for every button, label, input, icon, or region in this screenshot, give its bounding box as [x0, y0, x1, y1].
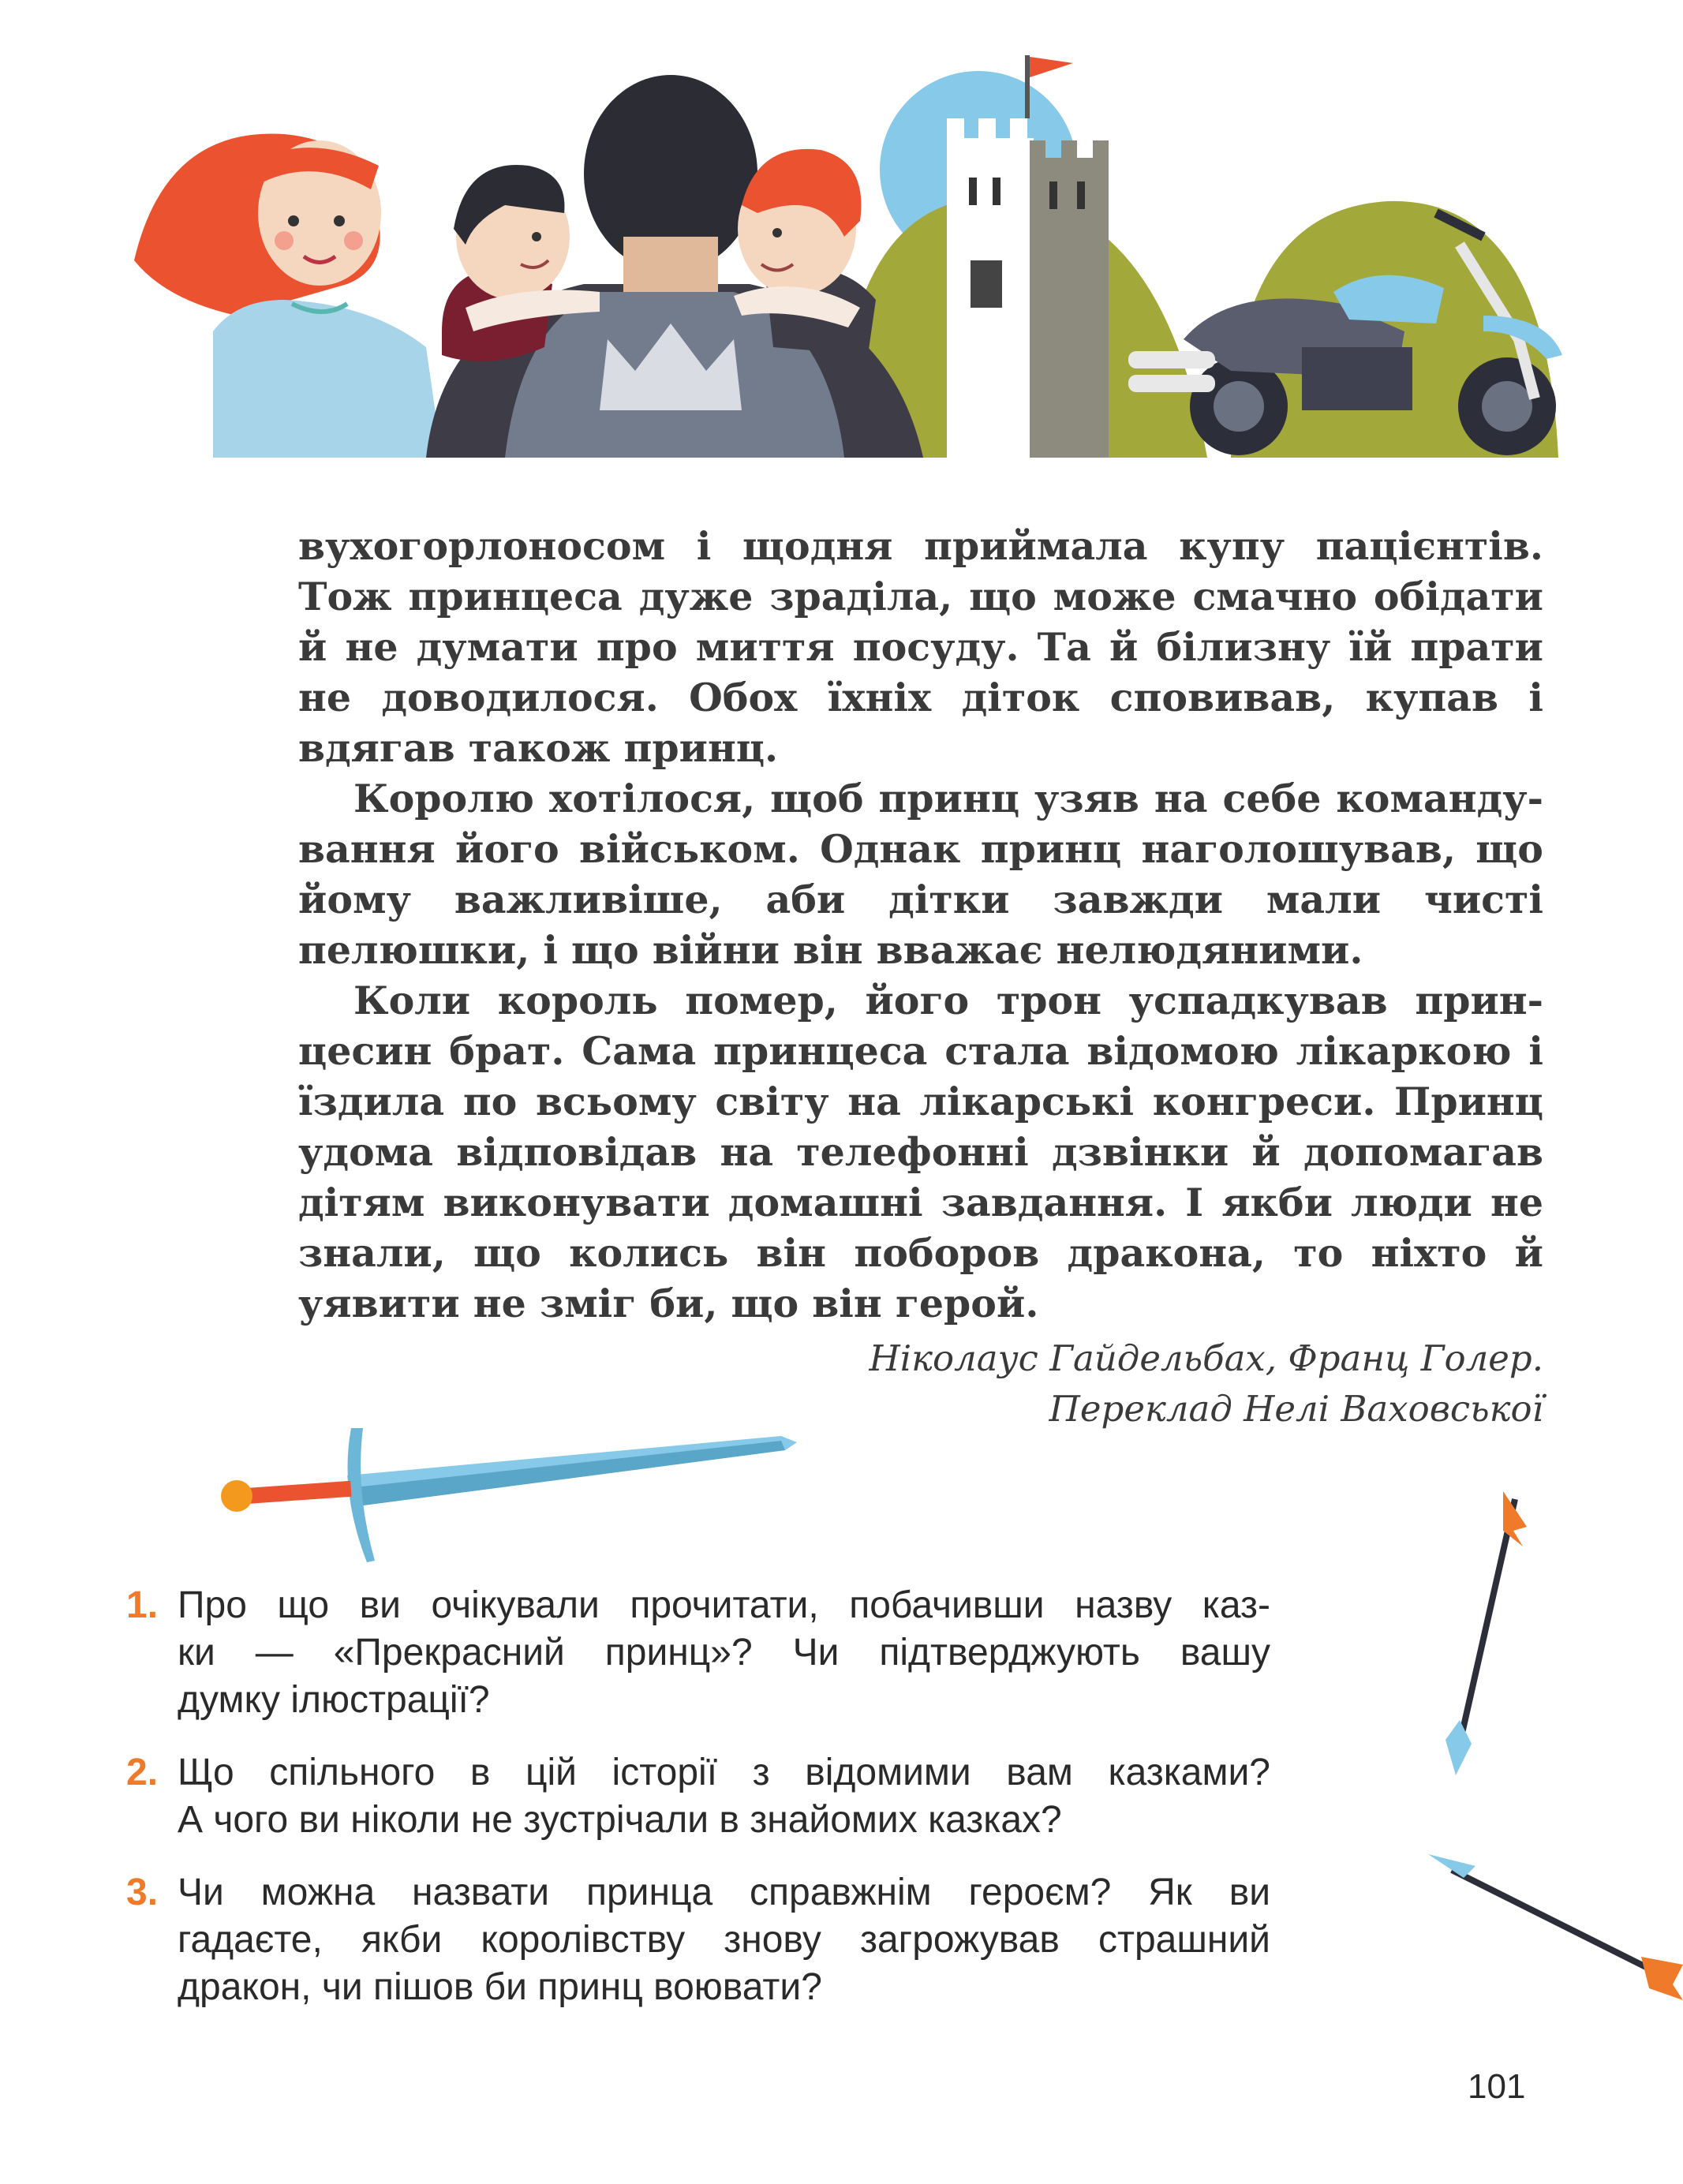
story-paragraph: [298, 975, 1543, 1329]
text-line: вдягав також принц.: [298, 725, 779, 771]
story-text: [298, 521, 1543, 1329]
question-line: гадаєте, якби королівству знову загрожував страшний: [178, 1919, 1270, 1961]
text-line: пелюшки, і що війни він вважає нелюдяними.: [298, 927, 1363, 973]
question-line: ки — «Прекрасний принц»? Чи підтверджують вашу: [178, 1632, 1270, 1674]
arrow-icon: [1420, 1846, 1683, 2004]
text-line: удома відповідав на телефонні дзвінки й допомагав: [298, 1129, 1543, 1175]
page-number: 101: [1468, 2067, 1526, 2106]
question-line: А чого ви ніколи не зустрічали в знайомих казках?: [178, 1799, 1062, 1841]
question-line: Про що ви очікували прочитати, побачивши назву каз-: [178, 1584, 1270, 1626]
attribution: [870, 1333, 1544, 1434]
question-item: [126, 1869, 1270, 2011]
text-line: й не думати про миття посуду. Та й білизну їй прати: [298, 624, 1543, 670]
princess-figure: [134, 133, 442, 458]
text-line: дітям виконувати домашні завдання. І якби люди не: [298, 1180, 1543, 1225]
arrow-icon: [1428, 1483, 1539, 1775]
text-line: цесин брат. Сама принцеса стала відомою лікаркою і: [298, 1028, 1543, 1074]
question-line: Що спільного в цій історії з відомими вам казками?: [178, 1752, 1270, 1793]
text-line: уявити не зміг би, що він герой.: [298, 1281, 1039, 1326]
sword-icon: [213, 1420, 797, 1570]
text-line: Коли король помер, його трон успадкував прин-: [353, 978, 1543, 1023]
header-illustration: [0, 0, 1683, 473]
text-line: не доводилося. Обох їхніх діток сповивав, купав і: [298, 675, 1543, 720]
question-item: [126, 1749, 1270, 1844]
question-number: 3.: [126, 1872, 159, 1913]
text-line: Тож принцеса дуже зраділа, що може смачно обідати: [298, 574, 1543, 619]
text-line: їздила по всьому світу на лікарські конгреси. Принц: [298, 1079, 1543, 1124]
text-line: вухогорлоносом і щодня приймала купу пацієнтів.: [298, 523, 1543, 569]
story-paragraph: [298, 773, 1543, 975]
text-line: знали, що колись він поборов дракона, то ніхто й: [298, 1230, 1543, 1276]
question-line: Чи можна назвати принца справжнім героєм? Як ви: [178, 1872, 1270, 1913]
questions-list: [126, 1582, 1270, 2036]
translator: Переклад Нелі Ваховської: [1049, 1388, 1543, 1430]
text-line: Королю хотілося, щоб принц узяв на себе команду-: [353, 776, 1543, 821]
story-paragraph: [298, 521, 1543, 773]
text-line: вання його військом. Однак принц наголошував, що: [298, 826, 1543, 872]
text-line: йому важливіше, аби дітки завжди мали чисті: [298, 877, 1543, 922]
question-line: дракон, чи пішов би принц воювати?: [178, 1966, 822, 2008]
question-number: 2.: [126, 1752, 159, 1793]
question-item: [126, 1582, 1270, 1724]
authors: Ніколаус Гайдельбах, Франц Голер.: [869, 1337, 1543, 1379]
question-number: 1.: [126, 1584, 159, 1626]
question-line: думку ілюстрації?: [178, 1679, 490, 1721]
